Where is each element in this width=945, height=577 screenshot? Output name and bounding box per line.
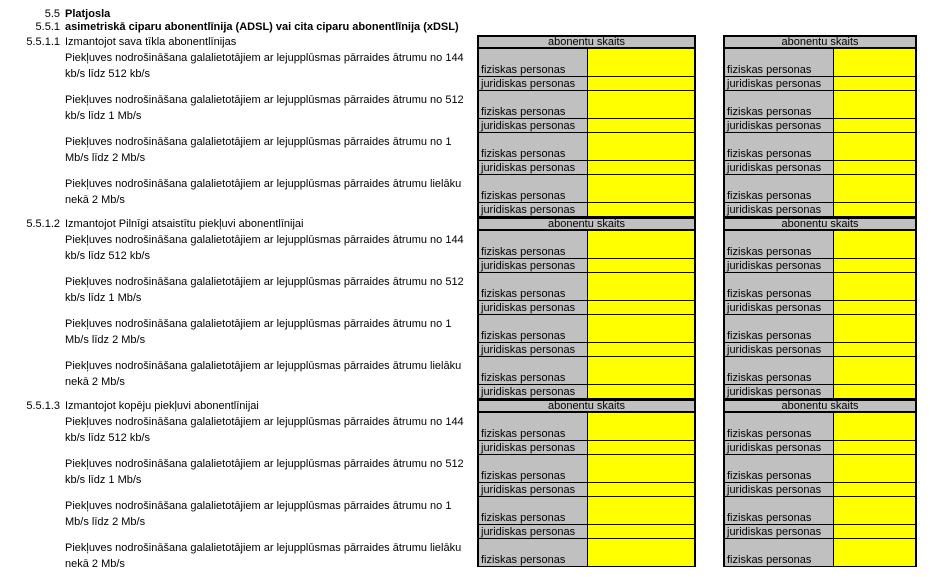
value-input-legal[interactable] [833, 203, 917, 217]
value-input-physical[interactable] [833, 231, 917, 259]
subsection-number: 5.5.1 [35, 21, 60, 33]
value-input-legal[interactable] [833, 259, 917, 273]
speed-description: Piekļuves nodrošināšana galalietotājiem ar lejupplūsmas pārraides ātrumu no 512 kb/s līdz 1 Mb/s [65, 94, 464, 122]
column-header: abonentu skaits [477, 35, 696, 49]
speed-description: Piekļuves nodrošināšana galalietotājiem ar lejupplūsmas pārraides ātrumu lielāku nekā 2 Mb/s [65, 542, 462, 570]
row-label-legal [477, 441, 587, 455]
row-label-physical [723, 273, 833, 301]
value-input-physical[interactable] [833, 357, 917, 385]
row-label-legal [477, 301, 587, 315]
value-input-physical[interactable] [587, 497, 696, 525]
row-label-legal [723, 161, 833, 175]
row-label-text: juridiskas personas [481, 78, 576, 90]
row-label-text: juridiskas personas [481, 260, 576, 272]
value-input-legal[interactable] [833, 483, 917, 497]
group-title: Izmantojot kopēju piekļuvi abonentlīnijai [65, 400, 259, 412]
value-input-legal[interactable] [587, 77, 696, 91]
row-label-physical [477, 413, 587, 441]
row-label-text: juridiskas personas [727, 162, 822, 174]
speed-description: Piekļuves nodrošināšana galalietotājiem ar lejupplūsmas pārraides ātrumu no 144 kb/s līdz 512 kb/s [65, 234, 464, 262]
row-label-physical [477, 231, 587, 259]
value-input-legal[interactable] [833, 77, 917, 91]
value-input-legal[interactable] [833, 119, 917, 133]
row-label-text: juridiskas personas [481, 120, 576, 132]
value-input-physical[interactable] [833, 413, 917, 441]
row-label-text: fiziskas personas [727, 512, 812, 524]
row-label-text: juridiskas personas [727, 260, 822, 272]
row-label-text: fiziskas personas [481, 372, 566, 384]
row-label-text: juridiskas personas [481, 344, 576, 356]
value-input-physical[interactable] [833, 455, 917, 483]
value-input-legal[interactable] [833, 385, 917, 399]
row-label-legal [723, 203, 833, 217]
row-label-physical [477, 91, 587, 119]
row-label-text: fiziskas personas [727, 246, 812, 258]
row-label-physical [477, 315, 587, 343]
section-title: Platjosla [65, 8, 111, 20]
value-input-legal[interactable] [587, 525, 696, 539]
row-label-physical [723, 413, 833, 441]
value-input-physical[interactable] [833, 497, 917, 525]
column-header: abonentu skaits [723, 35, 917, 49]
row-label-text: fiziskas personas [481, 64, 566, 76]
row-label-legal [723, 483, 833, 497]
row-label-physical [723, 497, 833, 525]
row-label-physical [723, 231, 833, 259]
row-label-legal [723, 301, 833, 315]
value-input-physical[interactable] [587, 91, 696, 119]
row-label-legal [477, 525, 587, 539]
group-number: 5.5.1.3 [26, 400, 60, 412]
row-label-text: juridiskas personas [727, 78, 822, 90]
row-label-physical [723, 91, 833, 119]
value-input-physical[interactable] [833, 49, 917, 77]
row-label-text: fiziskas personas [481, 246, 566, 258]
row-label-text: juridiskas personas [727, 526, 822, 538]
speed-description: Piekļuves nodrošināšana galalietotājiem ar lejupplūsmas pārraides ātrumu no 1 Mb/s līdz 2 Mb/s [65, 318, 452, 346]
group-number: 5.5.1.2 [26, 218, 60, 230]
row-label-legal [723, 119, 833, 133]
row-label-physical [477, 273, 587, 301]
row-label-text: fiziskas personas [481, 288, 566, 300]
row-label-text: fiziskas personas [481, 148, 566, 160]
value-input-legal[interactable] [587, 483, 696, 497]
column-header: abonentu skaits [723, 217, 917, 231]
row-label-text: juridiskas personas [481, 204, 576, 216]
row-label-text: juridiskas personas [727, 386, 822, 398]
row-label-legal [723, 385, 833, 399]
row-label-physical [723, 455, 833, 483]
row-label-legal [477, 77, 587, 91]
column-header: abonentu skaits [477, 399, 696, 413]
value-input-physical[interactable] [587, 315, 696, 343]
row-label-text: fiziskas personas [727, 288, 812, 300]
value-input-physical[interactable] [587, 413, 696, 441]
column-header: abonentu skaits [723, 399, 917, 413]
row-label-legal [477, 343, 587, 357]
value-input-legal[interactable] [587, 343, 696, 357]
row-label-text: fiziskas personas [481, 330, 566, 342]
row-label-legal [723, 259, 833, 273]
row-label-legal [477, 119, 587, 133]
row-label-legal [477, 203, 587, 217]
row-label-legal [477, 259, 587, 273]
row-label-text: fiziskas personas [727, 428, 812, 440]
value-input-physical[interactable] [587, 539, 696, 567]
speed-description: Piekļuves nodrošināšana galalietotājiem ar lejupplūsmas pārraides ātrumu lielāku nekā 2 Mb/s [65, 360, 462, 388]
value-input-legal[interactable] [587, 301, 696, 315]
row-label-legal [477, 483, 587, 497]
row-label-text: fiziskas personas [727, 106, 812, 118]
value-input-physical[interactable] [587, 175, 696, 203]
row-label-text: fiziskas personas [481, 470, 566, 482]
row-label-text: fiziskas personas [481, 428, 566, 440]
row-label-text: fiziskas personas [727, 330, 812, 342]
speed-description: Piekļuves nodrošināšana galalietotājiem ar lejupplūsmas pārraides ātrumu lielāku nekā 2 Mb/s [65, 178, 462, 206]
row-label-text: fiziskas personas [727, 372, 812, 384]
group-title: Izmantojot sava tīkla abonentlīnijas [65, 36, 237, 48]
row-label-text: fiziskas personas [481, 190, 566, 202]
value-input-legal[interactable] [587, 385, 696, 399]
value-input-legal[interactable] [587, 119, 696, 133]
speed-description: Piekļuves nodrošināšana galalietotājiem ar lejupplūsmas pārraides ātrumu no 144 kb/s līdz 512 kb/s [65, 416, 464, 444]
row-label-text: juridiskas personas [481, 302, 576, 314]
row-label-text: fiziskas personas [727, 554, 812, 566]
row-label-physical [477, 357, 587, 385]
row-label-text: juridiskas personas [481, 484, 576, 496]
row-label-physical [723, 133, 833, 161]
group-title: Izmantojot Pilnīgi atsaistītu piekļuvi abonentlīnijai [65, 218, 304, 230]
group-number: 5.5.1.1 [26, 36, 60, 48]
row-label-physical [477, 133, 587, 161]
value-input-legal[interactable] [833, 525, 917, 539]
value-input-physical[interactable] [587, 357, 696, 385]
value-input-legal[interactable] [587, 203, 696, 217]
row-label-text: fiziskas personas [727, 470, 812, 482]
value-input-physical[interactable] [833, 91, 917, 119]
row-label-physical [723, 49, 833, 77]
value-input-physical[interactable] [587, 231, 696, 259]
speed-description: Piekļuves nodrošināšana galalietotājiem ar lejupplūsmas pārraides ātrumu no 512 kb/s līdz 1 Mb/s [65, 458, 464, 486]
row-label-physical [723, 175, 833, 203]
row-label-text: fiziskas personas [481, 106, 566, 118]
value-input-physical[interactable] [587, 455, 696, 483]
row-label-legal [477, 385, 587, 399]
row-label-legal [477, 161, 587, 175]
column-header: abonentu skaits [477, 217, 696, 231]
value-input-physical[interactable] [833, 273, 917, 301]
value-input-physical[interactable] [833, 539, 917, 567]
row-label-text: juridiskas personas [727, 302, 822, 314]
row-label-physical [723, 539, 833, 567]
value-input-physical[interactable] [587, 273, 696, 301]
value-input-legal[interactable] [833, 301, 917, 315]
speed-description: Piekļuves nodrošināšana galalietotājiem ar lejupplūsmas pārraides ātrumu no 1 Mb/s līdz 2 Mb/s [65, 136, 452, 164]
row-label-text: fiziskas personas [727, 64, 812, 76]
value-input-legal[interactable] [587, 259, 696, 273]
value-input-legal[interactable] [587, 441, 696, 455]
row-label-text: juridiskas personas [481, 526, 576, 538]
row-label-physical [723, 315, 833, 343]
value-input-legal[interactable] [587, 161, 696, 175]
speed-description: Piekļuves nodrošināšana galalietotājiem ar lejupplūsmas pārraides ātrumu no 1 Mb/s līdz 2 Mb/s [65, 500, 452, 528]
row-label-legal [723, 343, 833, 357]
row-label-text: juridiskas personas [727, 484, 822, 496]
row-label-text: juridiskas personas [727, 344, 822, 356]
value-input-physical[interactable] [587, 133, 696, 161]
value-input-physical[interactable] [587, 49, 696, 77]
row-label-physical [477, 539, 587, 567]
row-label-physical [477, 49, 587, 77]
row-label-text: juridiskas personas [481, 162, 576, 174]
row-label-text: fiziskas personas [481, 554, 566, 566]
row-label-legal [723, 77, 833, 91]
value-input-physical[interactable] [833, 175, 917, 203]
value-input-legal[interactable] [833, 161, 917, 175]
row-label-legal [723, 525, 833, 539]
speed-description: Piekļuves nodrošināšana galalietotājiem ar lejupplūsmas pārraides ātrumu no 144 kb/s līdz 512 kb/s [65, 52, 464, 80]
row-label-legal [723, 441, 833, 455]
row-label-text: fiziskas personas [727, 190, 812, 202]
subsection-title: asimetriskā ciparu abonentlīnija (ADSL) vai cita ciparu abonentlīnija (xDSL) [65, 21, 459, 33]
row-label-text: fiziskas personas [727, 148, 812, 160]
row-label-physical [723, 357, 833, 385]
row-label-text: juridiskas personas [481, 442, 576, 454]
speed-description: Piekļuves nodrošināšana galalietotājiem ar lejupplūsmas pārraides ātrumu no 512 kb/s līdz 1 Mb/s [65, 276, 464, 304]
value-input-physical[interactable] [833, 133, 917, 161]
section-number: 5.5 [44, 8, 60, 20]
value-input-legal[interactable] [833, 441, 917, 455]
value-input-physical[interactable] [833, 315, 917, 343]
row-label-physical [477, 497, 587, 525]
value-input-legal[interactable] [833, 343, 917, 357]
row-label-text: fiziskas personas [481, 512, 566, 524]
row-label-physical [477, 175, 587, 203]
row-label-physical [477, 455, 587, 483]
row-label-text: juridiskas personas [481, 386, 576, 398]
row-label-text: juridiskas personas [727, 442, 822, 454]
row-label-text: juridiskas personas [727, 204, 822, 216]
row-label-text: juridiskas personas [727, 120, 822, 132]
